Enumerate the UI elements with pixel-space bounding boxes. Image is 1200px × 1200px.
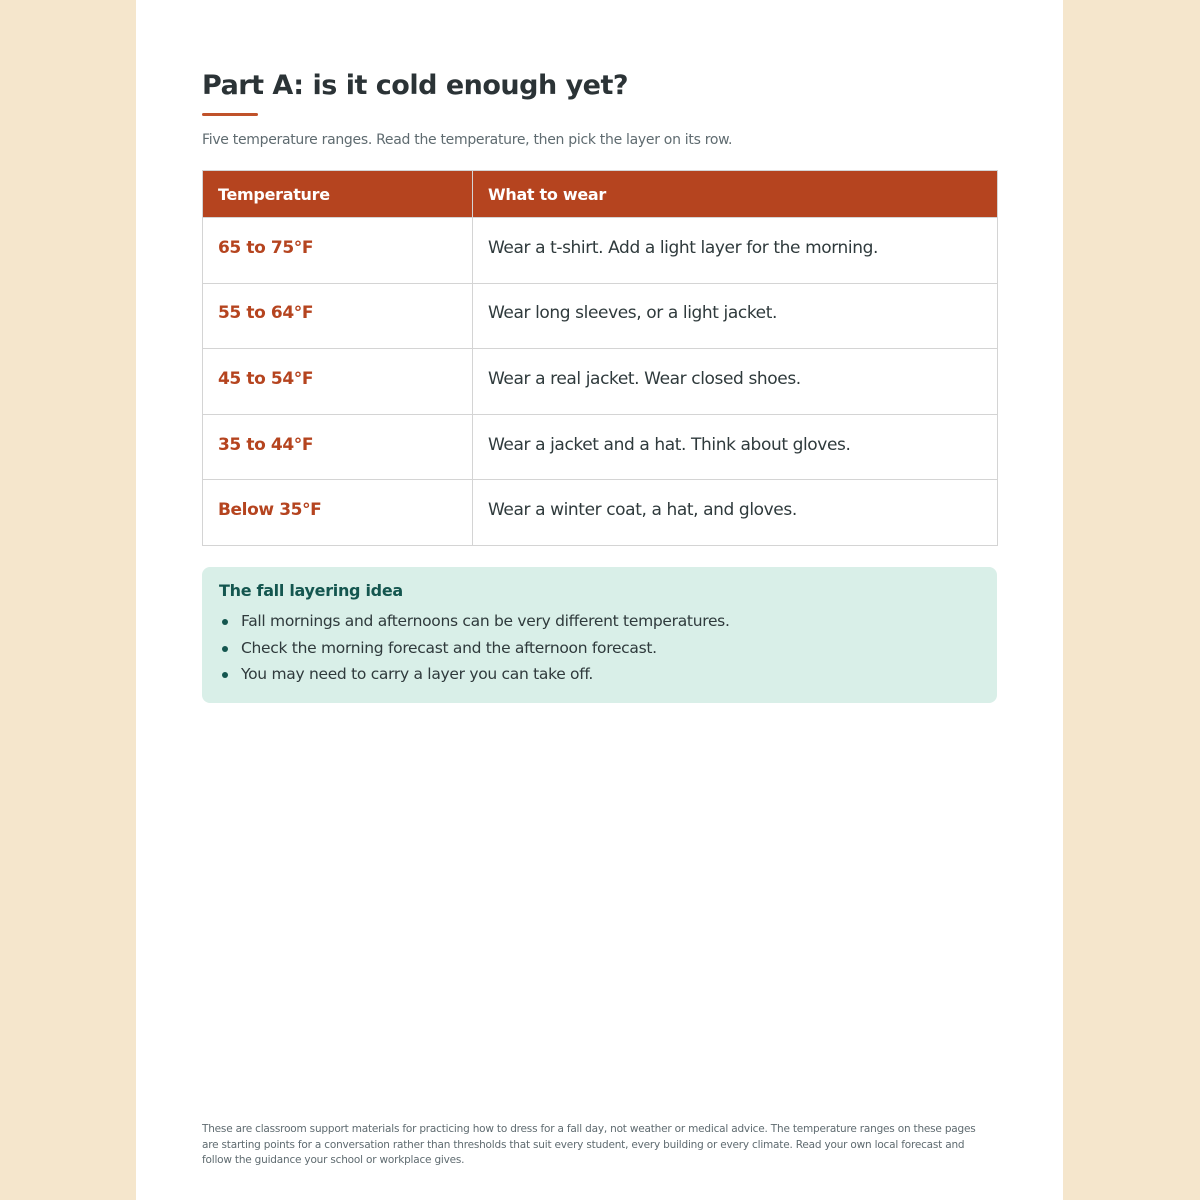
temperature-table [202, 170, 998, 546]
header-what-to-wear: What to wear [473, 171, 998, 218]
temperature-range: 65 to 75°F [203, 218, 473, 284]
intro-text: Five temperature ranges. Read the temperature, then pick the layer on its row. [202, 132, 733, 148]
clothing-advice: Wear long sleeves, or a light jacket. [473, 283, 998, 349]
temperature-range: 55 to 64°F [203, 283, 473, 349]
title-underline [202, 113, 258, 116]
bullet-icon [222, 619, 228, 625]
layering-callout [202, 567, 997, 703]
table-row [203, 480, 998, 546]
table-row [203, 218, 998, 284]
disclaimer-footer: These are classroom support materials for practicing how to dress for a fall day, not weather or medical advice. The temperature ranges on these pages are starting points for a conversation rather than thresholds that suit every student, every building or every climate. Read your own local forecast and follow the guidance your school or workplace gives. [202, 1123, 976, 1166]
bullet-icon [222, 646, 228, 652]
table-row [203, 349, 998, 415]
list-item-text: Fall mornings and afternoons can be very different temperatures. [241, 612, 730, 630]
table-row [203, 414, 998, 480]
table-header-row [203, 171, 998, 218]
list-item [219, 608, 980, 635]
clothing-advice: Wear a real jacket. Wear closed shoes. [473, 349, 998, 415]
worksheet-page [136, 0, 1063, 1200]
list-item-text: Check the morning forecast and the afternoon forecast. [241, 638, 657, 657]
bullet-icon [222, 672, 228, 678]
list-item [219, 635, 980, 662]
header-temperature: Temperature [203, 171, 473, 218]
temperature-range: 45 to 54°F [203, 349, 473, 415]
list-item [219, 661, 980, 688]
clothing-advice: Wear a jacket and a hat. Think about gloves. [473, 414, 998, 480]
clothing-advice: Wear a winter coat, a hat, and gloves. [473, 480, 998, 546]
list-item-text: You may need to carry a layer you can take off. [241, 665, 594, 683]
callout-title: The fall layering idea [219, 581, 403, 600]
table-row [203, 283, 998, 349]
temperature-range: 35 to 44°F [203, 414, 473, 480]
callout-list [219, 608, 980, 688]
page-title: Part A: is it cold enough yet? [202, 70, 629, 101]
clothing-advice: Wear a t-shirt. Add a light layer for the morning. [473, 218, 998, 284]
temperature-range: Below 35°F [203, 480, 473, 546]
